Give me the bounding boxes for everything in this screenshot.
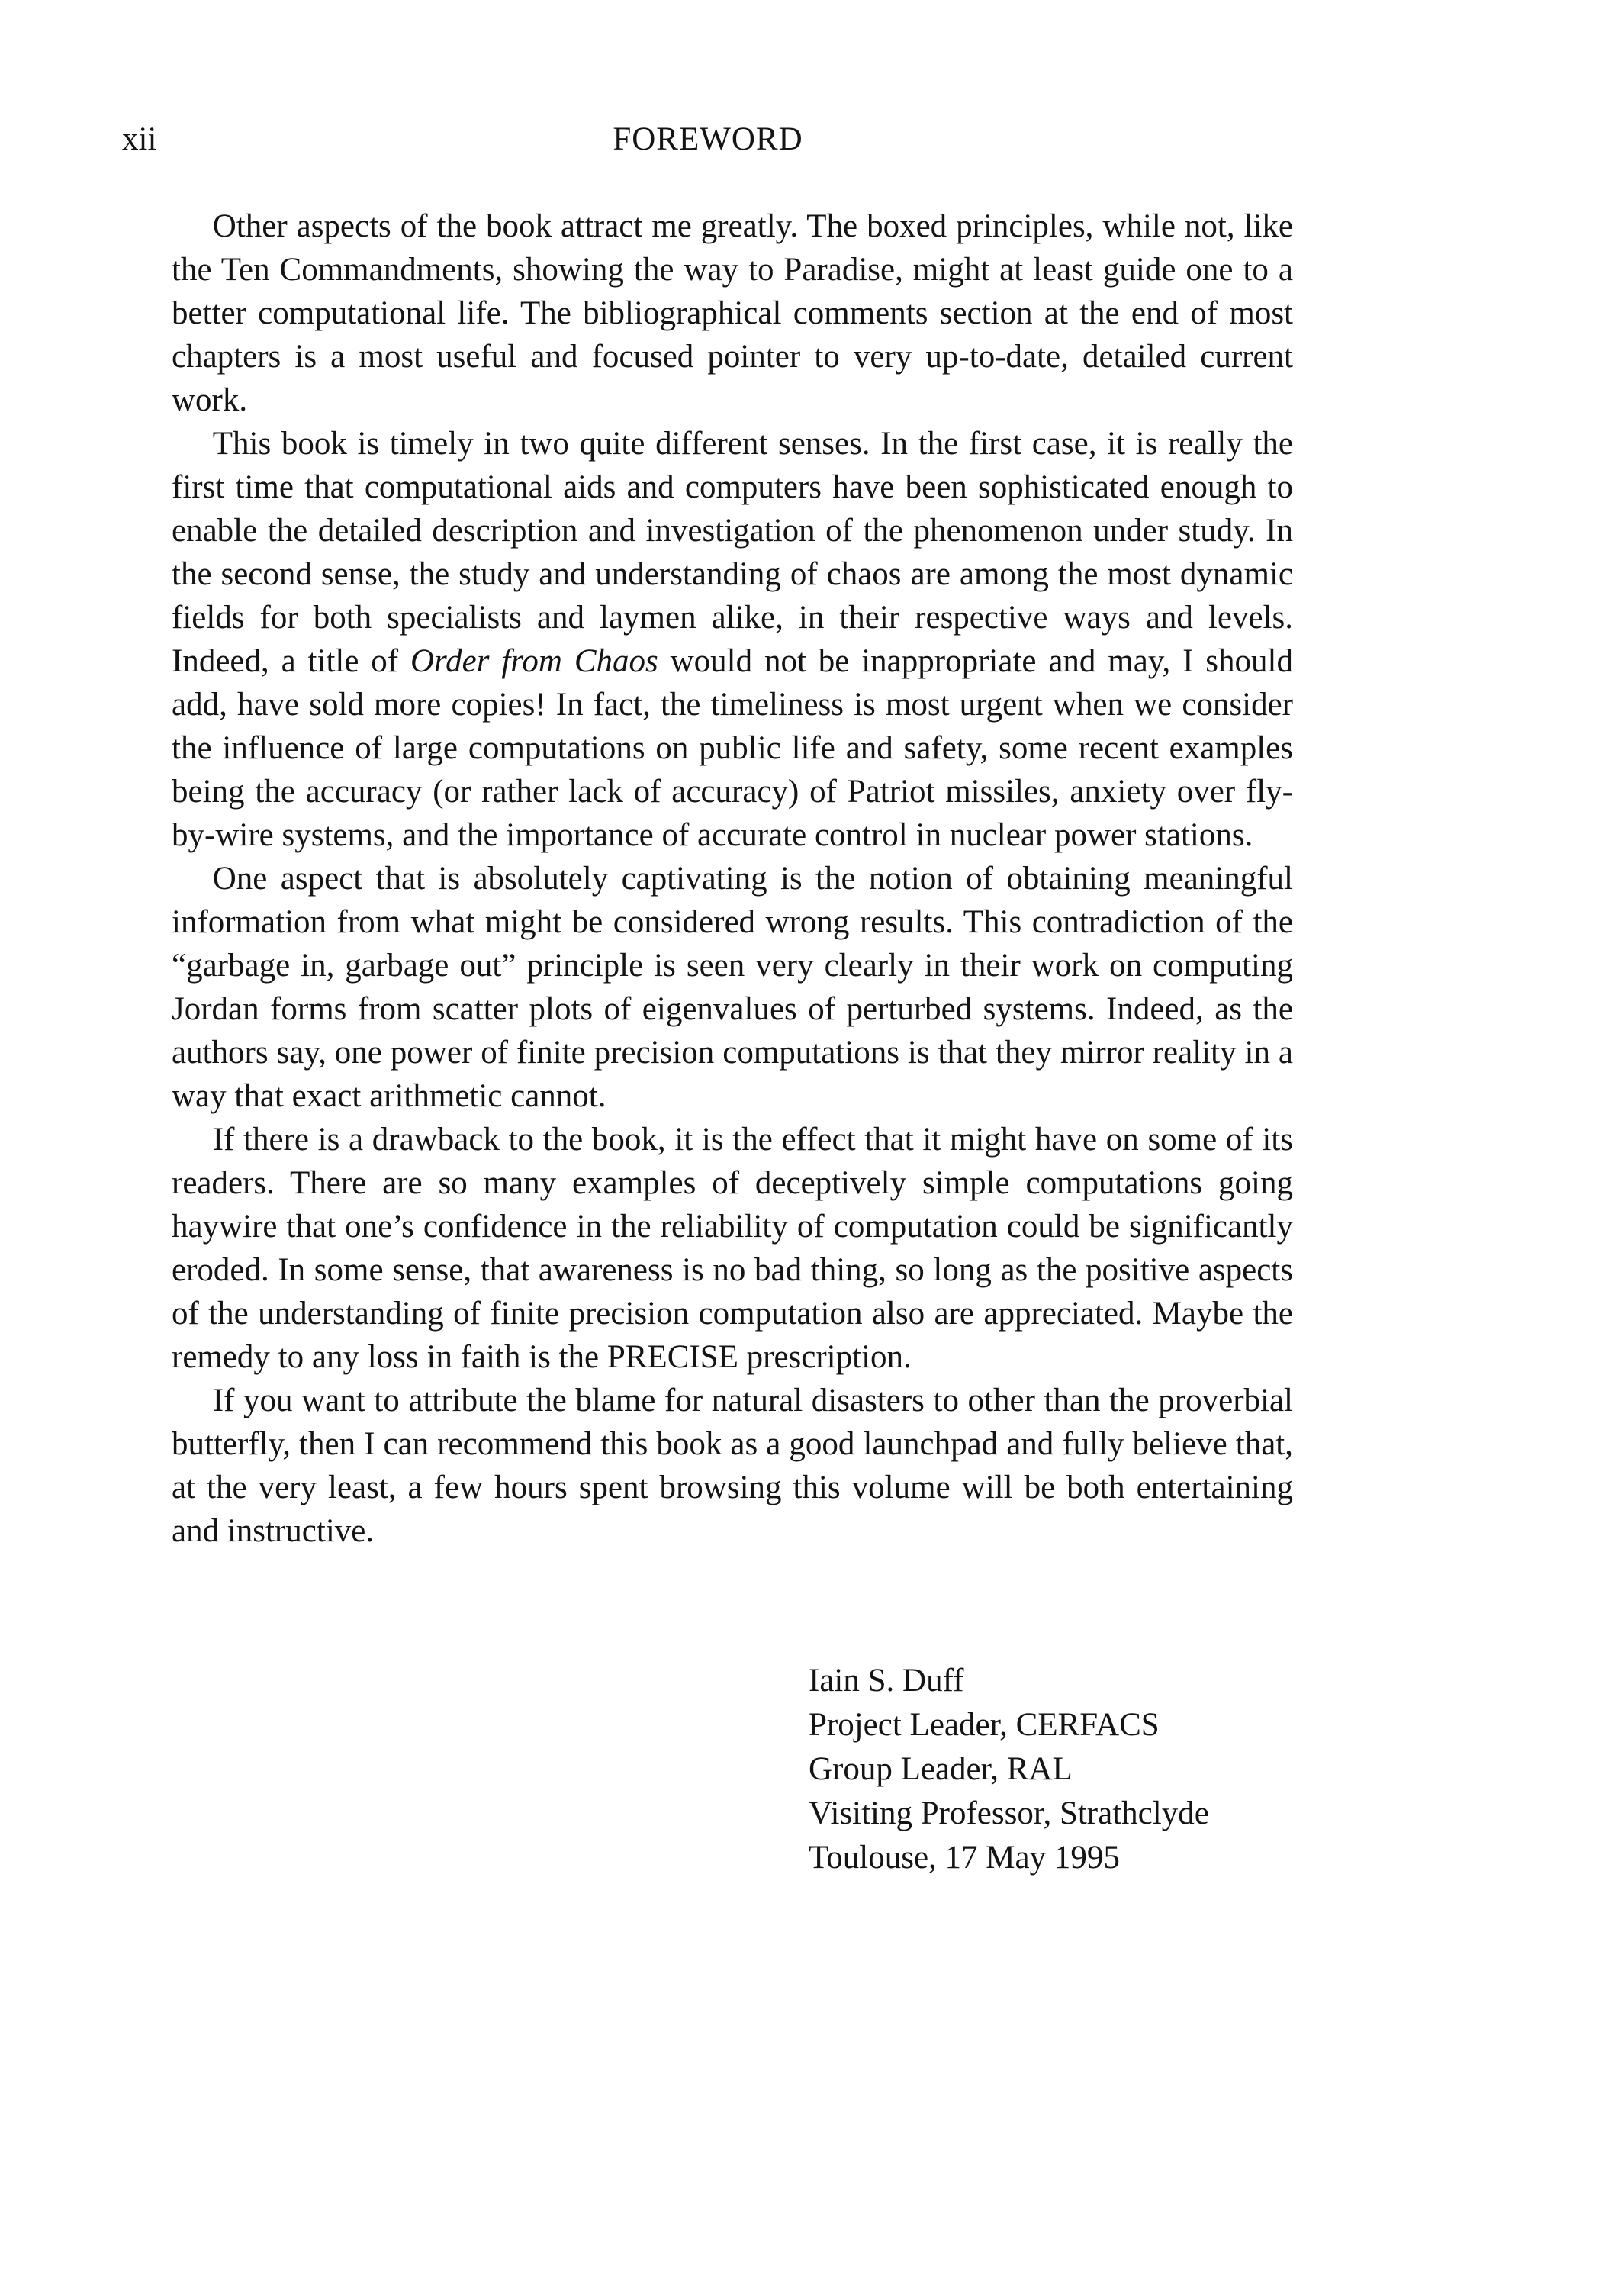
paragraph-1: Other aspects of the book attract me greatly. The boxed principles, while not, like the Ten Commandments, showing the way to Paradise, might at least guide one to a better computational life. The bibliographical comments section at the end of most chapters is a most useful and focused pointer to very up-to-date, detailed current work. [172,208,1293,418]
foreword-body [172,204,1293,1553]
paragraph-2-text-start: This book is timely in two quite different senses. In the first case, it is really the first time that computational aids and computers have been sophisticated enough to enable the detailed description and investigation of the phenomenon under study. In the second sense, the study and understanding of chaos are among the most dynamic fields for both specialists and laymen alike, in their respective ways and levels. Indeed, a title of [172,426,1293,679]
page-number: xii [122,121,157,157]
signature-block [809,1659,1282,1880]
paragraph-2 [172,422,1293,857]
author-name: Iain S. Duff [809,1663,964,1699]
author-role-1: Project Leader, CERFACS [809,1707,1160,1743]
place-and-date: Toulouse, 17 May 1995 [809,1840,1120,1876]
page-header [122,121,1294,166]
paragraph-2-text-end: would not be inappropriate and may, I should add, have sold more copies! In fact, the timeliness is most urgent when we consider the influence of large computations on public life and safety, some recent examples being the accuracy (or rather lack of accuracy) of Patriot missiles, anxiety over fly-by-wire systems, and the importance of accurate control in nuclear power stations. [172,643,1293,853]
paragraph-3: One aspect that is absolutely captivating is the notion of obtaining meaningful information from what might be considered wrong results. This contradiction of the “garbage in, garbage out” principle is seen very clearly in their work on computing Jordan forms from scatter plots of eigenvalues of perturbed systems. Indeed, as the authors say, one power of finite precision computations is that they mirror reality in a way that exact arithmetic cannot. [172,861,1293,1114]
author-role-2: Group Leader, RAL [809,1751,1073,1787]
running-head: FOREWORD [613,121,803,157]
paragraph-5: If you want to attribute the blame for natural disasters to other than the proverbial butterfly, then I can recommend this book as a good launchpad and fully believe that, at the very least, a few hours spent browsing this volume will be both entertaining and instructive. [172,1383,1293,1549]
book-title-italic: Order from Chaos [410,643,658,679]
author-role-3: Visiting Professor, Strathclyde [809,1795,1209,1831]
paragraph-4: If there is a drawback to the book, it is the effect that it might have on some of its readers. There are so many examples of deceptively simple computations going haywire that one’s confidence in the reliability of computation could be significantly eroded. In some sense, that awareness is no bad thing, so long as the positive aspects of the understanding of finite precision computation also are appreciated. Maybe the remedy to any loss in faith is the PRECISE prescription. [172,1122,1293,1375]
